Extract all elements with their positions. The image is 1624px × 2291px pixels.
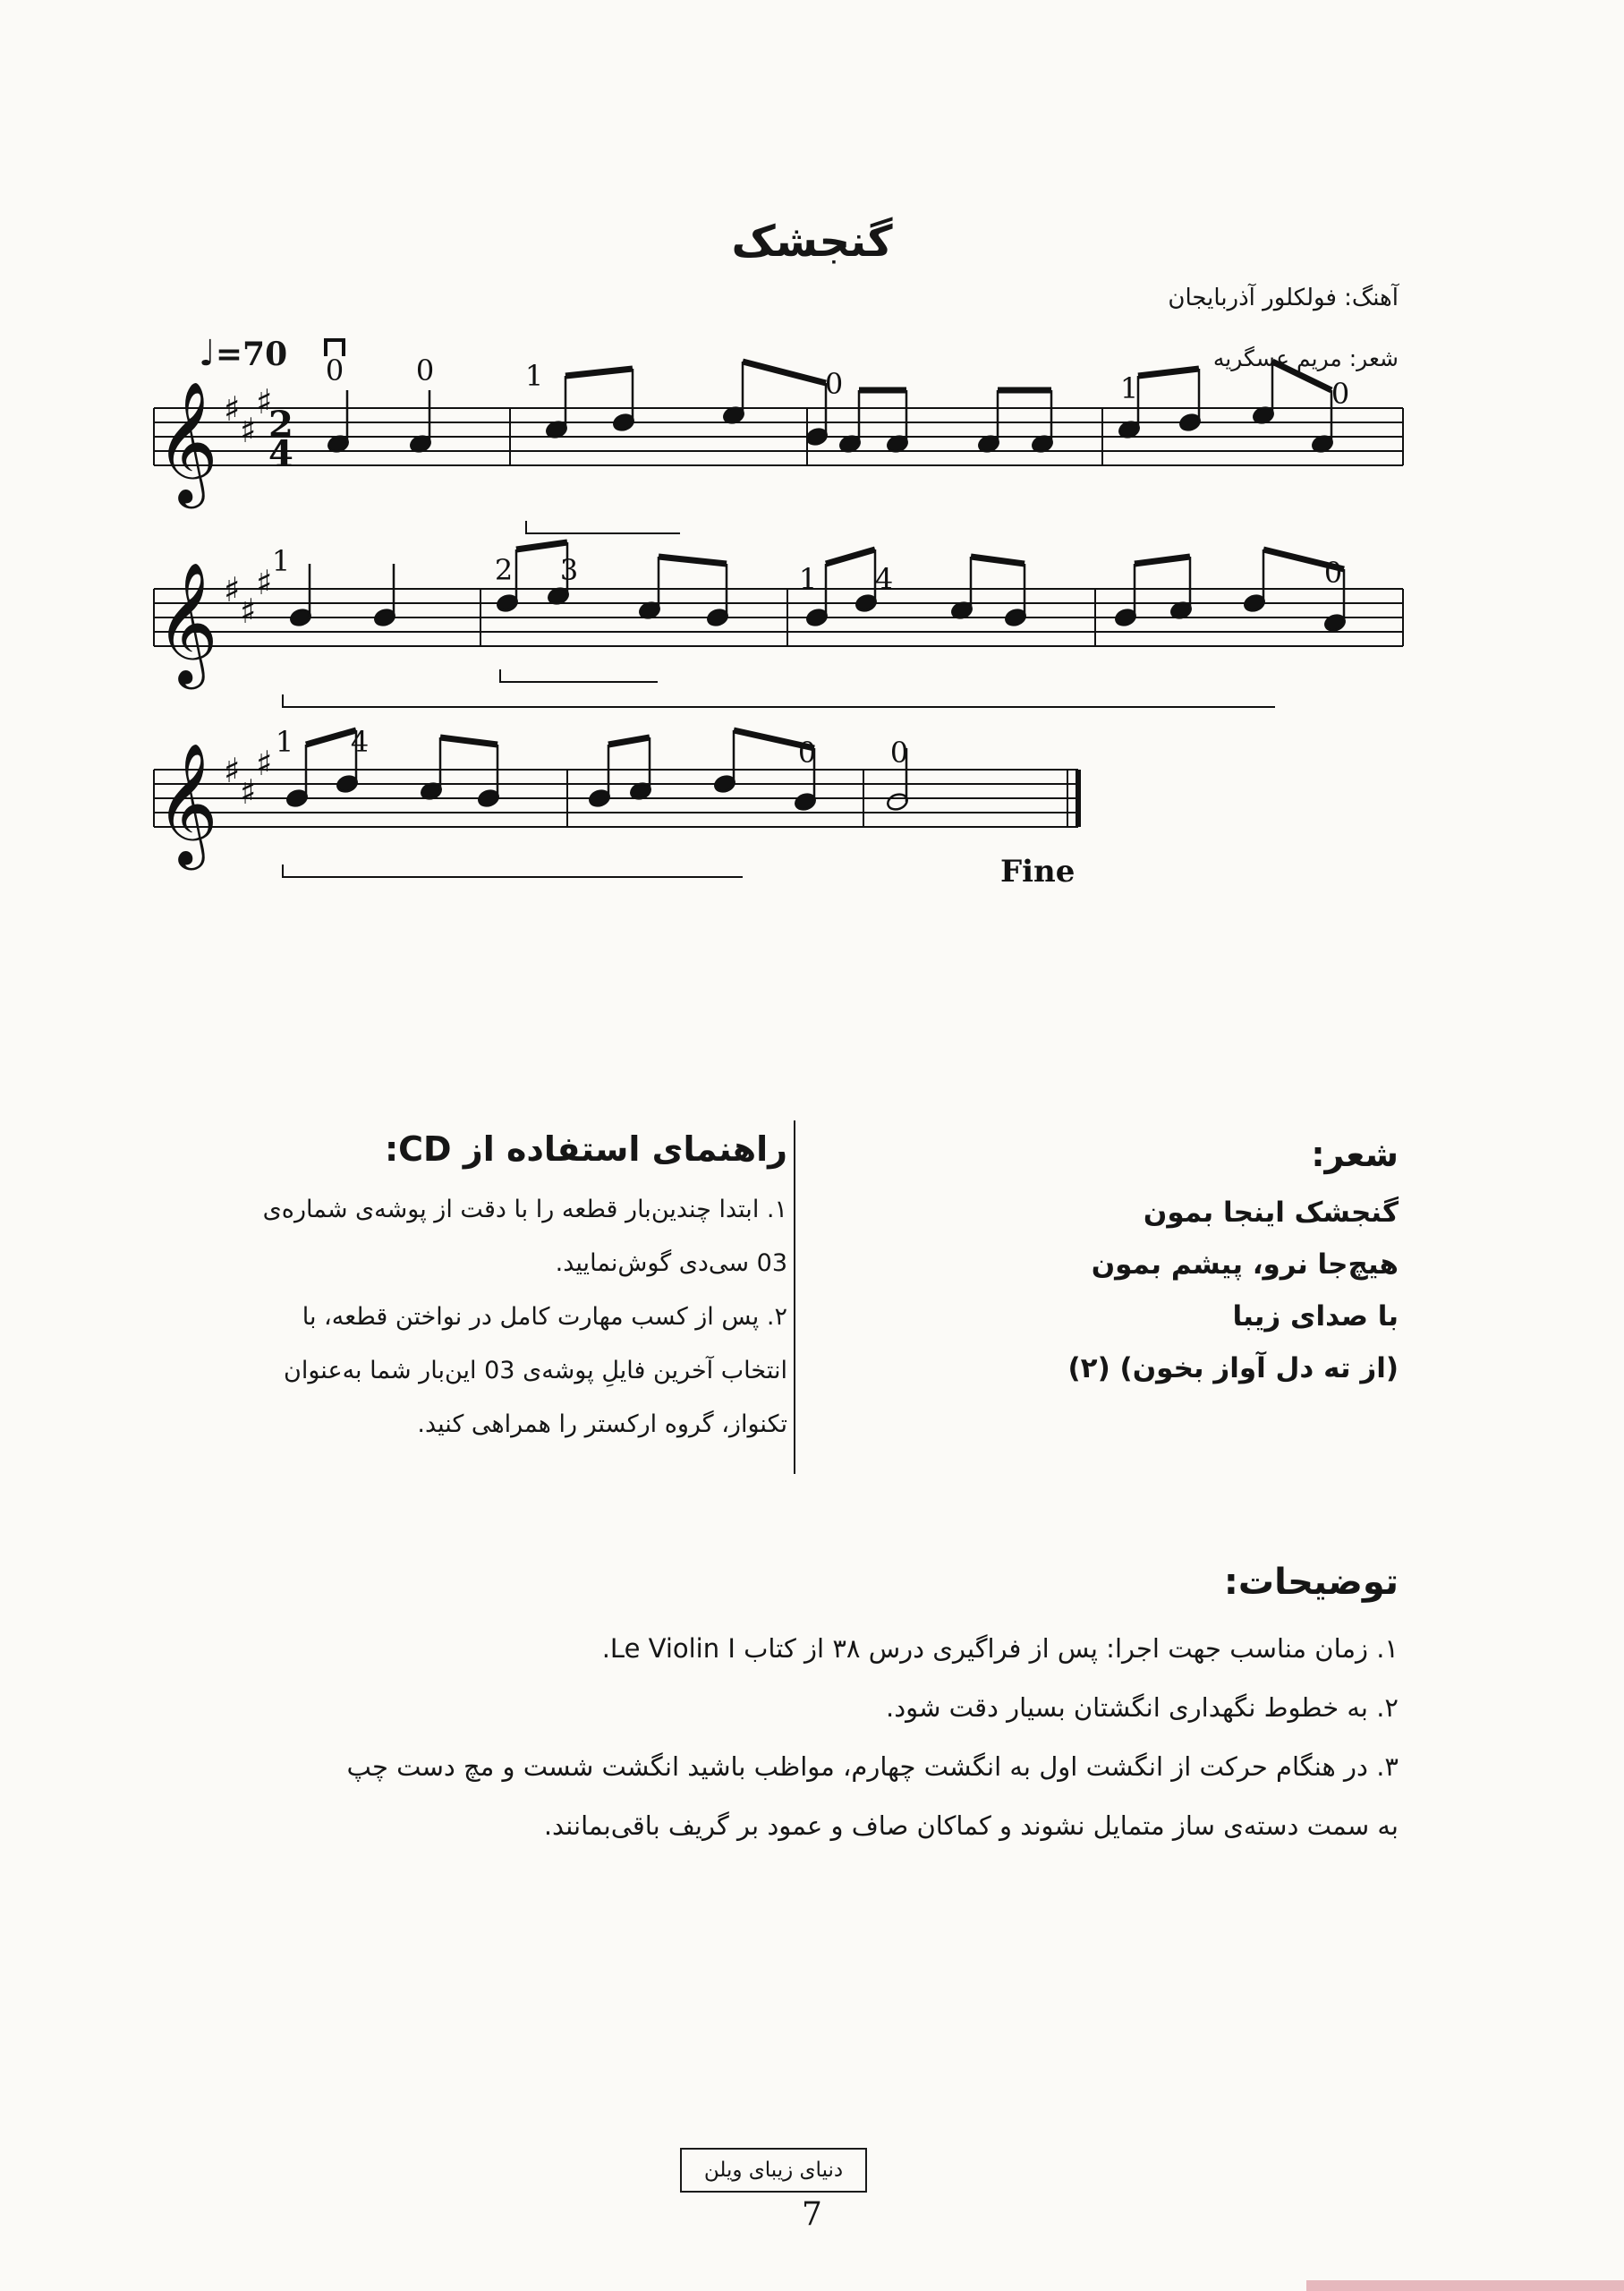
beam [1135,557,1190,564]
fingering-number: 4 [874,562,894,596]
beam [516,542,567,549]
beam [1272,362,1331,390]
time-signature-bottom: 4 [268,433,293,475]
fingering-number: 3 [559,553,579,587]
fingering-number: 1 [1119,371,1139,405]
treble-clef-icon: 𝄞 [156,379,218,503]
poem-line: هیچ‌جا نرو، پیشم بمون [1091,1248,1399,1281]
cd-guide-line: 03 سی‌دی گوش‌نمایید. [555,1249,787,1277]
sheet-music [0,0,1624,984]
finger-holding-line [283,864,743,877]
fingering-number: 1 [798,562,818,596]
column-divider [794,1120,795,1474]
poem-heading: شعر: [1311,1135,1399,1174]
page-title: گنجشک [731,217,893,267]
sharp-icon: ♯ [256,563,273,602]
fingering-number: 1 [275,725,294,759]
fingering-number: 0 [824,367,844,401]
cd-guide-line: ۱. ابتدا چندین‌بار قطعه را با دقت از پوشه‌ی شماره‌ی [262,1196,787,1223]
page-number: 7 [802,2196,822,2233]
book-title-box: دنیای زیبای ویلن [680,2148,867,2193]
treble-clef-icon: 𝄞 [156,741,218,864]
beam [826,549,875,564]
note-line: ۱. زمان مناسب جهت اجرا: پس از فراگیری درس ۳۸ از کتاب Le Violin I. [601,1633,1399,1664]
sharp-icon: ♯ [240,411,257,450]
cd-guide-heading: راهنمای استفاده از CD: [384,1129,787,1169]
fingering-number: 0 [797,736,817,770]
lyricist-credit: شعر: مریم عسگریه [1212,345,1399,371]
page-edge-mark [1306,2280,1624,2291]
poem-line: (از ته دل آواز بخون) (۲) [1067,1352,1399,1384]
fine-marking: Fine [1000,854,1076,890]
cd-guide-line: انتخاب آخرین فایلِ پوشه‌ی 03 این‌بار شما به‌عنوان [284,1357,787,1384]
note-line: ۳. در هنگام حرکت از انگشت اول به انگشت چهارم، مواظب باشید انگشت شست و مچ دست چپ [346,1751,1399,1782]
finger-holding-line [283,694,1275,707]
tempo-value: =70 [215,336,288,373]
fingering-number: 2 [494,553,514,587]
sharp-icon: ♯ [256,744,273,783]
cd-guide-line: تکنواز، گروه ارکستر را همراهی کنید. [417,1410,787,1438]
notes-heading: توضیحات: [1223,1562,1399,1603]
beam [971,557,1025,564]
fingering-number: 1 [524,359,544,393]
cd-guide-line: ۲. پس از کسب مهارت کامل در نواختن قطعه، با [302,1303,787,1331]
sharp-icon: ♯ [224,751,241,790]
quarter-note-icon: ♩ [199,333,216,374]
beam [659,557,727,564]
note-line: ۲. به خطوط نگهداری انگشتان بسیار دقت شود. [886,1692,1399,1723]
poem-line: با صدای زیبا [1232,1300,1399,1333]
beam [440,737,497,745]
beam [743,362,826,383]
notation [154,340,1403,984]
poem-line: گنجشک اینجا بمون [1143,1197,1399,1229]
note-line: به سمت دسته‌ی ساز متمایل نشوند و کماکان صاف و عمود بر گریف باقی‌بمانند. [543,1810,1399,1841]
fingering-number: 0 [415,353,435,388]
sharp-icon: ♯ [240,772,257,812]
cd-guide-section [161,1129,787,1452]
sharp-icon: ♯ [224,389,241,429]
sharp-icon: ♯ [240,592,257,631]
beam [1138,369,1199,376]
fingering-number: 0 [1323,556,1343,590]
beam [306,730,356,745]
time-signature-top: 2 [268,404,293,446]
finger-holding-line [500,669,658,682]
treble-clef-icon: 𝄞 [156,560,218,684]
beam [565,369,633,376]
finger-holding-line [526,521,680,533]
poem-section [1067,1135,1399,1394]
fingering-number: 0 [889,736,909,770]
fingering-number: 0 [325,353,344,388]
fingering-number: 1 [271,544,291,578]
notes-section [146,1562,1399,1855]
composer-credit: آهنگ: فولکلور آذربایجان [1168,285,1399,311]
fingering-number: 0 [1331,377,1350,411]
beam [608,737,650,745]
sharp-icon: ♯ [256,382,273,422]
sharp-icon: ♯ [224,570,241,609]
fingering-number: 4 [350,725,370,759]
